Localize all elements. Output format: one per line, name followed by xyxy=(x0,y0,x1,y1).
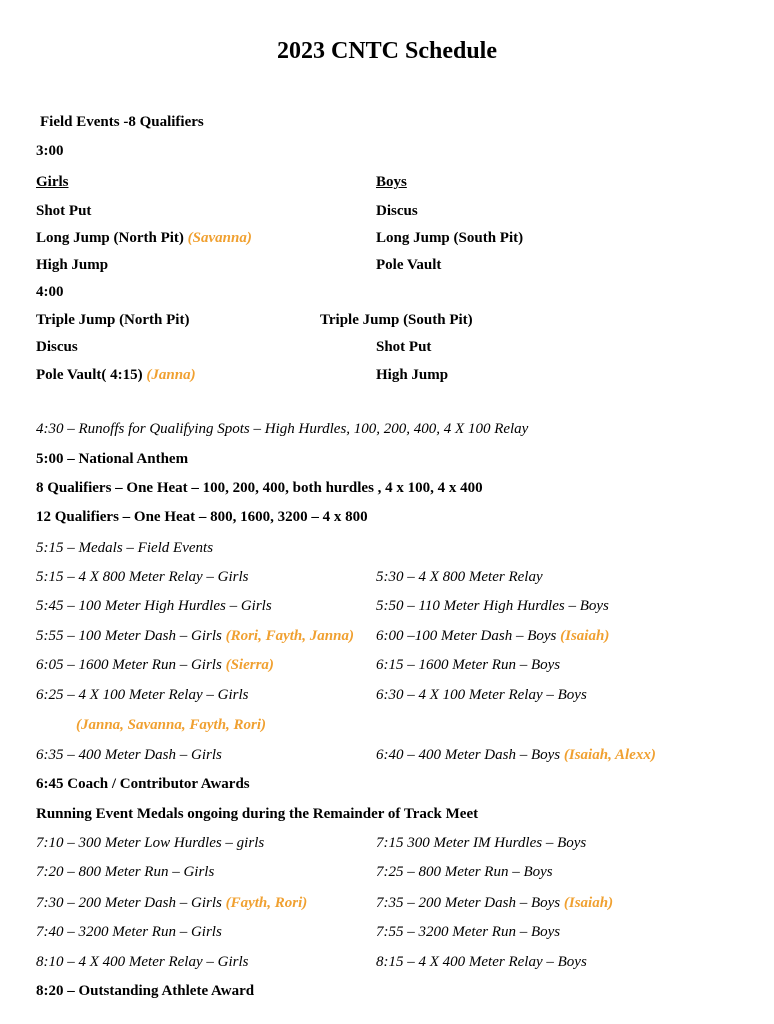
girls-event xyxy=(36,228,252,248)
girls-event: High Jump xyxy=(36,257,109,273)
athlete-names: (Fayth, Rori) xyxy=(225,895,308,911)
race-label: 8:10 – 4 X 400 Meter Relay – Girls xyxy=(36,954,249,970)
race-label: 7:30 – 200 Meter Dash – Girls xyxy=(36,895,226,911)
girls-race xyxy=(36,893,307,913)
race-label: 7:25 – 800 Meter Run – Boys xyxy=(376,864,553,880)
boys-event: Discus xyxy=(376,203,418,219)
boys-race xyxy=(376,567,543,587)
girls-race xyxy=(36,685,248,705)
race-label: 7:35 – 200 Meter Dash – Boys xyxy=(376,895,564,911)
girls-event: Triple Jump (North Pit) xyxy=(36,312,190,328)
girls-race xyxy=(36,922,222,942)
boys-event: Shot Put xyxy=(376,339,432,355)
girls-heading: Girls xyxy=(36,174,69,190)
outstanding-award-line: 8:20 – Outstanding Athlete Award xyxy=(36,983,255,999)
race-label: 6:40 – 400 Meter Dash – Boys xyxy=(376,747,564,763)
boys-event: Pole Vault xyxy=(376,257,442,273)
race-label: 7:10 – 300 Meter Low Hurdles – girls xyxy=(36,835,265,851)
boys-race xyxy=(376,833,586,853)
time-3pm: 3:00 xyxy=(36,143,64,159)
boys-race xyxy=(376,655,560,675)
athlete-names: (Savanna) xyxy=(187,230,252,246)
race-label: 8:15 – 4 X 400 Meter Relay – Boys xyxy=(376,954,587,970)
girls-race xyxy=(36,567,248,587)
girls-event: Discus xyxy=(36,339,78,355)
boys-race xyxy=(376,596,609,616)
athlete-names: (Sierra) xyxy=(225,657,274,673)
runoffs-line: 4:30 – Runoffs for Qualifying Spots – High Hurdles, 100, 200, 400, 4 X 100 Relay xyxy=(36,421,529,437)
race-label: 5:55 – 100 Meter Dash – Girls xyxy=(36,628,226,644)
boys-race xyxy=(376,952,587,972)
girls-race xyxy=(36,833,264,853)
race-label: 5:50 – 110 Meter High Hurdles – Boys xyxy=(376,598,609,614)
anthem-line: 5:00 – National Anthem xyxy=(36,451,189,467)
boys-race xyxy=(376,862,553,882)
boys-race xyxy=(376,922,560,942)
boys-heading: Boys xyxy=(376,174,407,190)
girls-event: Shot Put xyxy=(36,203,92,219)
race-label: 6:05 – 1600 Meter Run – Girls xyxy=(36,657,226,673)
boys-race xyxy=(376,685,587,705)
race-label: 6:15 – 1600 Meter Run – Boys xyxy=(376,657,561,673)
girls-race: 6:35 – 400 Meter Dash – Girls xyxy=(36,747,222,763)
athlete-names: (Rori, Fayth, Janna) xyxy=(225,628,354,644)
boys-event: Long Jump (South Pit) xyxy=(376,230,524,246)
running-medals-line: Running Event Medals ongoing during the Remainder of Track Meet xyxy=(36,806,479,822)
athlete-names: (Isaiah) xyxy=(563,895,614,911)
race-label: 6:25 – 4 X 100 Meter Relay – Girls xyxy=(36,687,249,703)
race-label: 5:30 – 4 X 800 Meter Relay xyxy=(376,569,543,585)
boys-event: High Jump xyxy=(376,367,449,383)
boys-race xyxy=(376,626,609,646)
athlete-names: (Janna) xyxy=(146,367,196,383)
relay-athlete-names: (Janna, Savanna, Fayth, Rori) xyxy=(76,717,267,733)
qualifiers-8-line: 8 Qualifiers – One Heat – 100, 200, 400, both hurdles , 4 x 100, 4 x 400 xyxy=(36,480,483,496)
girls-race xyxy=(36,626,354,646)
field-events-header: Field Events -8 Qualifiers xyxy=(40,114,204,130)
race-label: 6:00 –100 Meter Dash – Boys xyxy=(376,628,561,644)
boys-event: Triple Jump (South Pit) xyxy=(320,312,473,328)
girls-race xyxy=(36,596,272,616)
race-label: 5:15 – 4 X 800 Meter Relay – Girls xyxy=(36,569,249,585)
coach-awards-line: 6:45 Coach / Contributor Awards xyxy=(36,776,250,792)
athlete-names: (Isaiah, Alexx) xyxy=(563,747,656,763)
qualifiers-12-line: 12 Qualifiers – One Heat – 800, 1600, 3200 – 4 x 800 xyxy=(36,509,368,525)
girls-race xyxy=(36,655,274,675)
boys-race xyxy=(376,745,656,765)
girls-race xyxy=(36,862,214,882)
medals-field-line: 5:15 – Medals – Field Events xyxy=(36,540,214,556)
boys-race xyxy=(376,893,613,913)
race-label: 7:20 – 800 Meter Run – Girls xyxy=(36,864,215,880)
race-label: 7:15 300 Meter IM Hurdles – Boys xyxy=(376,835,587,851)
page-title: 2023 CNTC Schedule xyxy=(276,38,498,64)
event-label: Long Jump (North Pit) xyxy=(36,230,184,246)
race-label: 6:30 – 4 X 100 Meter Relay – Boys xyxy=(376,687,587,703)
girls-race xyxy=(36,952,248,972)
athlete-names: (Isaiah) xyxy=(560,628,610,644)
girls-event xyxy=(36,365,196,385)
time-4pm: 4:00 xyxy=(36,284,64,300)
race-label: 7:55 – 3200 Meter Run – Boys xyxy=(376,924,561,940)
race-label: 5:45 – 100 Meter High Hurdles – Girls xyxy=(36,598,272,614)
race-label: 7:40 – 3200 Meter Run – Girls xyxy=(36,924,222,940)
event-label: Pole Vault( 4:15) xyxy=(36,367,143,383)
